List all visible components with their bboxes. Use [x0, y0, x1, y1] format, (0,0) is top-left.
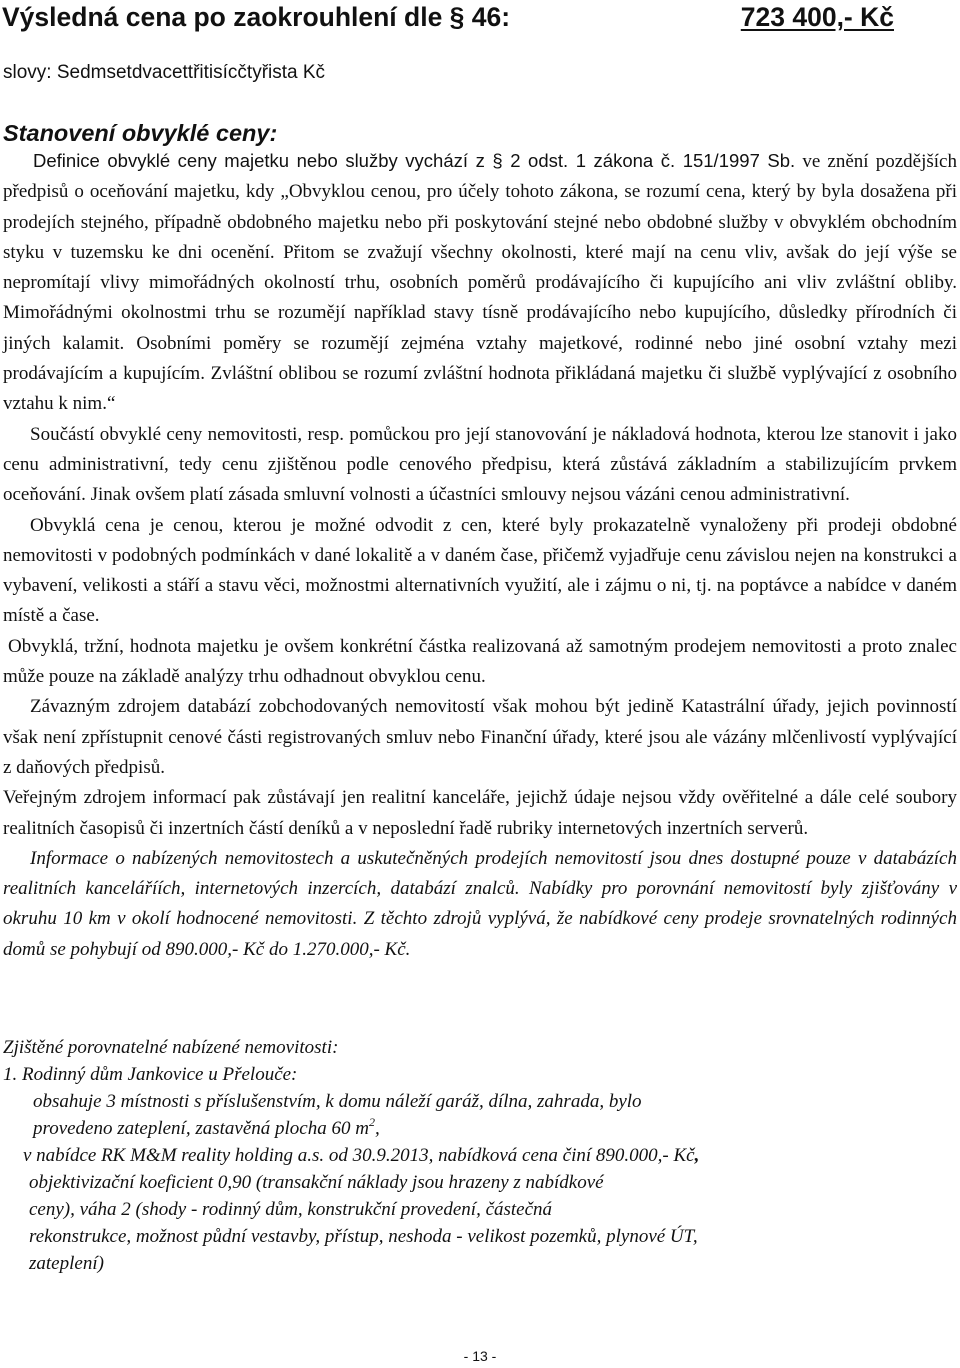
comparable-line: rekonstrukce, možnost půdní vestavby, přístup, neshoda - velikost pozemků, plynové ÚT, [29, 1226, 698, 1247]
comparable-offer-text: v nabídce RK M&M reality holding a.s. od 30.9.2013, nabídková cena činí 890.000,- Kč [23, 1145, 695, 1166]
price-in-words: slovy: Sedmsetdvacettřitisícčtyřista Kč [3, 62, 326, 83]
comparable-heading: 1. Rodinný dům Jankovice u Přelouče: [3, 1064, 298, 1085]
paragraph-market-value: Obvyklá, tržní, hodnota majetku je ovšem konkrétní částka realizovaná až samotným prodejem nemovitosti a proto znalec může pouze na základě analýzy trhu odhadnout obvyklou cenu. [3, 635, 957, 688]
result-price-label: Výsledná cena po zaokrouhlení dle § 46: [2, 2, 511, 32]
definition-lead: Definice obvyklé ceny majetku nebo služby vychází z § 2 odst. 1 zákona č. 151/1997 Sb. [33, 150, 796, 171]
page-number: - 13 - [463, 1348, 497, 1364]
comparable-area-end: , [374, 1118, 380, 1139]
paragraph-definition [3, 146, 957, 420]
definition-text: ve znění pozdějších předpisů o oceňování majetku, kdy „Obvyklou cenou, pro účely tohoto zákona, se rozumí cena, který by byla dosažena při prodejích stejného, případně obdobného majetku nebo při poskytování stejné nebo obdobné služby v obvyklém obchodním styku v tuzemsku ke dni ocenění. Přitom se zvažují všechny okolnosti, které mají na cenu vliv, avšak do její výše se nepromítají vlivy mimořádných okolností trhu, osobních poměrů prodávajícího či kupujícího ani vliv zvláštní obliby. Mimořádnými okolnostmi trhu se rozumějí například stavy tísně prodávajícího nebo kupujícího, důsledky přírodních či jiných kalamit. Osobními poměry se rozumějí zejména vztahy majetkové, rodinné nebo jiné osobní vztahy mezi prodávajícím a kupujícím. Zvláštní oblibou se rozumí zvláštní hodnota přikládaná majetku či službě vyplývající z osobního vztahu k nim.“ [3, 151, 957, 415]
comparable-line: zateplení) [29, 1253, 104, 1274]
section-title: Stanovení obvyklé ceny: [3, 120, 278, 146]
comparable-line [23, 1142, 957, 1169]
area-unit-superscript: 2 [368, 1115, 375, 1129]
body-text [3, 146, 957, 965]
paragraph-usual-price: Obvyklá cena je cenou, kterou je možné odvodit z cen, které byly prokazatelně vynaloženy při prodeji obdobné nemovitosti v podobných podmínkách v dané lokalitě a v daném čase, přičemž vyjadřuje cenu závislou nejen na konstrukci a vybavení, velikosti a stáří a stavu věci, možnostmi alternativních využití, ale i zájmu o ni, tj. na poptávce a nabídce v daném místě a čase. [3, 514, 957, 627]
comparables-title: Zjištěné porovnatelné nabízené nemovitosti: [3, 1037, 339, 1058]
comparable-line: ceny), váha 2 (shody - rodinný dům, konstrukční provedení, částečná [29, 1199, 553, 1220]
paragraph-components: Součástí obvyklé ceny nemovitosti, resp. pomůckou pro její stanovování je nákladová hodnota, kterou lze stanovit i jako cenu administrativní, tedy cenu zjištěnou podle cenového předpisu, která zůstává základním a stabilizujícím prvkem oceňování. Jinak ovšem platí zásada smluvní volnosti a účastníci smlouvy nejsou vázáni cenou administrativní. [3, 423, 957, 506]
comparable-description [23, 1088, 957, 1277]
result-price-value: 723 400,- Kč [740, 2, 894, 32]
comparable-line [29, 1115, 957, 1142]
comparable-offer-end: , [694, 1145, 700, 1166]
paragraph-public-sources: Veřejným zdrojem informací pak zůstávají jen realitní kanceláře, jejichž údaje nejsou vždy ověřitelné a dále celé soubory realitních časopisů či inzertních částí deníků a v neposlední řadě rubriky internetových inzertních serverů. [3, 787, 957, 839]
comparable-line: obsahuje 3 místnosti s příslušenstvím, k domu náleží garáž, dílna, zahrada, bylo [33, 1091, 642, 1112]
comparables-section [3, 1034, 957, 1277]
comparable-area-text: provedeno zateplení, zastavěná plocha 60 m [33, 1118, 369, 1139]
result-price-header [2, 2, 960, 36]
paragraph-offers: Informace o nabízených nemovitostech a uskutečněných prodejích nemovitostí jsou dnes dostupné pouze v databázích realitních kanceláříích, internetových inzercích, databází znalců. Nabídky pro porovnání nemovitostí byly zjišťovány v okruhu 10 km v okolí hodnocené nemovitosti. Z těchto zdrojů vyplývá, že nabídkové ceny prodeje srovnatelných rodinných domů se pohybují od 890.000,- Kč do 1.270.000,- Kč. [3, 847, 957, 960]
comparable-line: objektivizační koeficient 0,90 (transakční náklady jsou hrazeny z nabídkové [29, 1172, 604, 1193]
paragraph-databases: Závazným zdrojem databází zobchodovaných nemovitostí však mohou být jedině Katastrální úřady, jejich povinností však není zpřístupnit cenové části registrovaných smluv nebo Finanční úřady, které jsou ale vázány mlčenlivostí vyplývající z daňových předpisů. [3, 696, 957, 778]
